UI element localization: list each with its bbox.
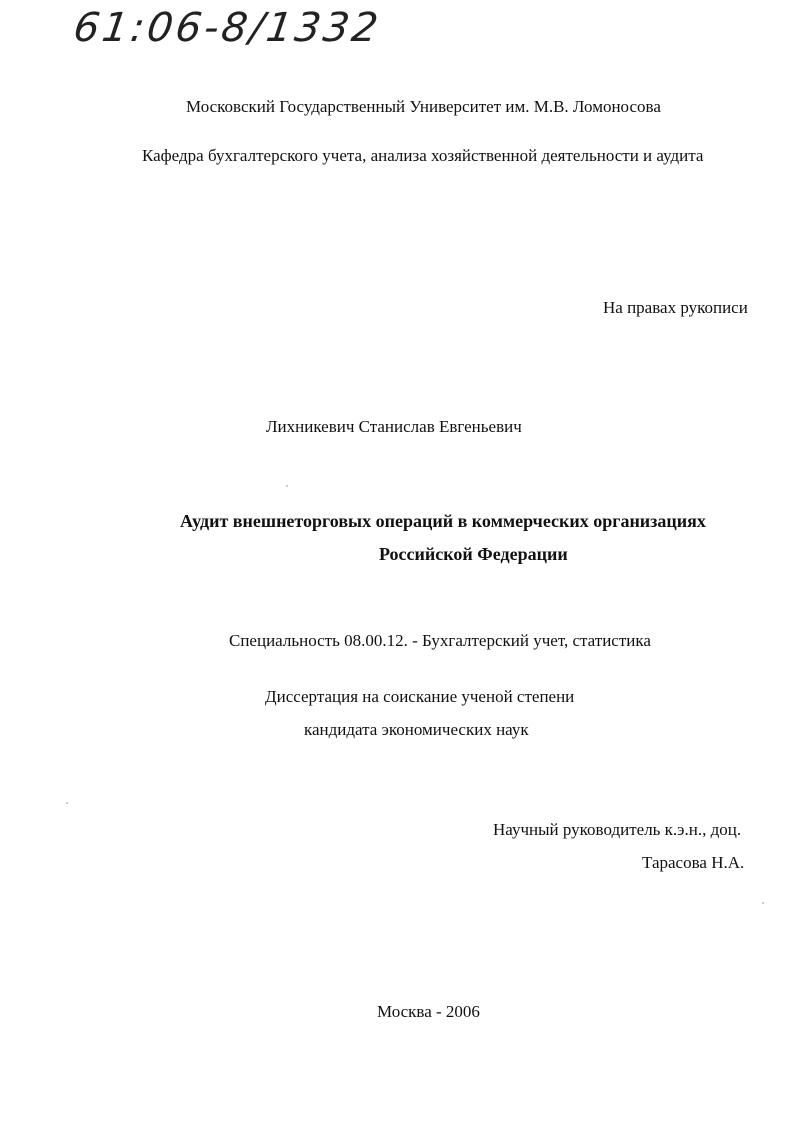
manuscript-rights-note: На правах рукописи bbox=[603, 298, 748, 317]
author-name: Лихникевич Станислав Евгеньевич bbox=[266, 417, 522, 436]
degree-line1: Диссертация на соискание ученой степени bbox=[265, 687, 575, 706]
specialty: Специальность 08.00.12. - Бухгалтерский учет, статистика bbox=[229, 631, 651, 650]
department-name: Кафедра бухгалтерского учета, анализа хозяйственной деятельности и аудита bbox=[142, 146, 704, 165]
dissertation-title-line2: Российской Федерации bbox=[379, 544, 568, 564]
degree-line2: кандидата экономических наук bbox=[304, 720, 529, 739]
archive-code-handwritten: 61:06-8/1332 bbox=[70, 5, 384, 51]
city-year: Москва - 2006 bbox=[377, 1002, 480, 1021]
supervisor-title: Научный руководитель к.э.н., доц. bbox=[493, 820, 742, 839]
scan-speck bbox=[66, 802, 68, 804]
supervisor-name: Тарасова Н.А. bbox=[642, 853, 745, 872]
university-name: Московский Государственный Университет им. М.В. Ломоносова bbox=[186, 97, 661, 116]
dissertation-title-line1: Аудит внешнеторговых операций в коммерческих организациях bbox=[180, 511, 706, 531]
scan-speck bbox=[286, 485, 288, 487]
scan-speck bbox=[762, 902, 764, 904]
